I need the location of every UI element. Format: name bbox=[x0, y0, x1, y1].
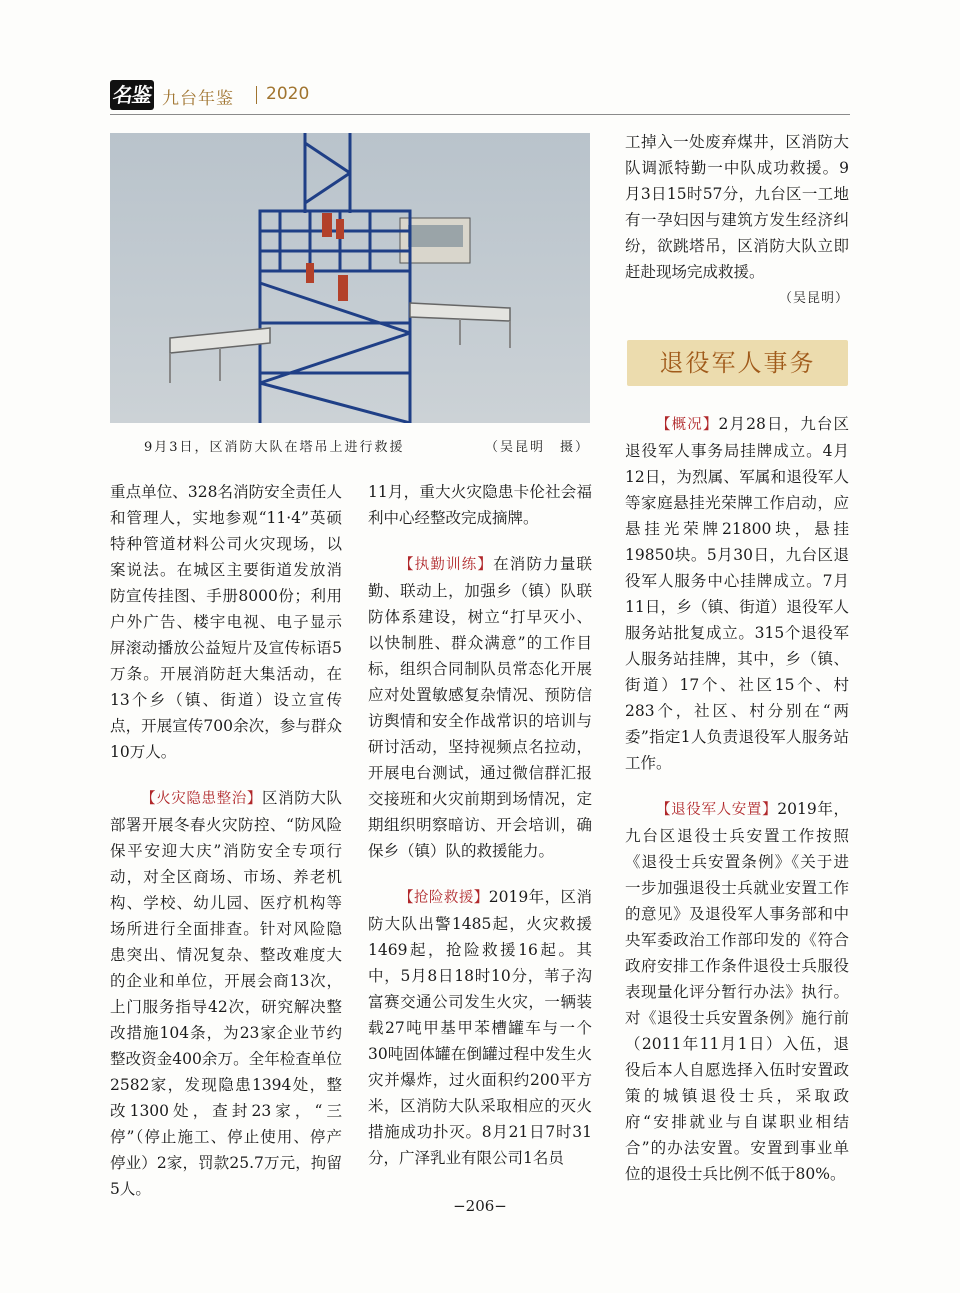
tower-crane-rescue-photo bbox=[110, 133, 590, 423]
caption-text: 9月3日，区消防大队在塔吊上进行救援 bbox=[144, 440, 405, 455]
tag-overview: 【概况】 bbox=[656, 417, 719, 433]
paragraph-fire-hazard: 【火灾隐患整治】区消防大队部署开展冬春火灾防控、“防风险保平安迎大庆”消防安全专项行动，对全区商场、市场、养老机构、学校、幼儿园、医疗机构等场所进行全面排查。针对风险隐患突出、情况复杂、整改难度大的企业和单位，开展会商13次，上门服务指导42次，研究解决整改措施104条，为23家企业节约整改资金400余万。全年检查单位2582家，发现隐患1394处，整改1300处，查封23家，“三停”（停止施工、停止使用、停产停业）2家，罚款25.7万元，拘留5人。 bbox=[110, 789, 342, 1198]
paragraph-rescue-continued: 工掉入一处废弃煤井，区消防大队调派特勤一中队成功救援。9月3日15时57分，九台区一工地有一孕妇因与建筑方发生经济纠纷，欲跳塔吊，区消防大队立即赶赴现场完成救援。 bbox=[625, 133, 849, 281]
column-2 bbox=[368, 479, 592, 1171]
crane-illustration bbox=[110, 133, 590, 423]
paragraph-overview: 【概况】2月28日，九台区退役军人事务局挂牌成立。4月12日，为烈属、军属和退役军人等家庭悬挂光荣牌工作启动，应悬挂光荣牌21800块，悬挂19850块。5月30日，九台区退役军人服务中心挂牌成立。7月11日，乡（镇、街道）退役军人服务站批复成立。315个退役军人服务站挂牌，其中，乡（镇、街道）17个、社区15个、村283个，社区、村分别在“两委”指定1人负责退役军人服务站工作。 bbox=[625, 415, 849, 772]
paragraph-fire-publicity: 重点单位、328名消防安全责任人和管理人，实地参观“11·4”英硕特种管道材料公司火灾现场，以案说法。在城区主要街道发放消防宣传挂图、手册8000份；利用户外广告、楼宇电视、电子显示屏滚动播放公益短片及宣传标语5万条。开展消防赶大集活动，在13个乡（镇、街道）设立宣传点，开展宣传700余次，参与群众10万人。 bbox=[110, 483, 342, 761]
running-title: 九台年鉴 bbox=[162, 89, 234, 109]
tag-fire-hazard: 【火灾隐患整治】 bbox=[141, 791, 262, 807]
tag-duty-training: 【执勤训练】 bbox=[399, 557, 494, 573]
paragraph-veteran-placement: 【退役军人安置】2019年，九台区退役士兵安置工作按照《退役士兵安置条例》《关于进一步加强退役士兵就业安置工作的意见》及退役军人事务部和中央军委政治工作部印发的《符合政府安排工作条件退役士兵服役表现量化评分暂行办法》执行。对《退役士兵安置条例》施行前（2011年11月1日）入伍，退役后本人自愿选择入伍时安置政策的城镇退役士兵，采取政府“安排就业与自谋职业相结合”的办法安置。安置到事业单位的退役士兵比例不低于80%。 bbox=[625, 800, 850, 1183]
author-credit: （吴昆明） bbox=[778, 291, 849, 306]
column-3-top bbox=[625, 129, 849, 311]
running-year: 2020 bbox=[266, 84, 310, 104]
photo-credit: （吴昆明 摄） bbox=[485, 440, 591, 455]
column-1 bbox=[110, 479, 342, 1202]
header-rule bbox=[110, 114, 850, 115]
yearbook-logo: 名鉴 bbox=[110, 80, 154, 110]
paragraph-rescue: 【抢险救援】2019年，区消防大队出警1485起，火灾救援1469起，抢险救援16起。其中，5月8日18时10分，苇子沟富赛交通公司发生火灾，一辆装载27吨甲基甲苯槽罐车与一个30吨固体罐在倒罐过程中发生火灾并爆炸，过火面积约200平方米，区消防大队采取相应的灭火措施成功扑灭。8月21日7时31分，广泽乳业有限公司1名员 bbox=[368, 888, 592, 1167]
paragraph-duty-training: 【执勤训练】在消防力量联勤、联动上，加强乡（镇）队联防体系建设，树立“打早灭小、以快制胜、群众满意”的工作目标，组织合同制队员常态化开展应对处置敏感复杂情况、预防信访舆情和安全作战常识的培训与研讨活动，坚持视频点名拉动，开展电台测试，通过微信群汇报交接班和火灾前期到场情况，定期组织明察暗访、开会培训，确保乡（镇）队的救援能力。 bbox=[368, 555, 592, 860]
paragraph-hazard-delisted: 11月，重大火灾隐患卡伦社会福利中心经整改完成摘牌。 bbox=[368, 483, 592, 527]
photo-caption bbox=[110, 436, 590, 458]
tag-rescue: 【抢险救援】 bbox=[399, 890, 489, 906]
header-divider bbox=[256, 86, 257, 104]
tag-veteran-placement: 【退役军人安置】 bbox=[656, 802, 778, 818]
column-3-bottom bbox=[625, 411, 849, 1187]
page-header bbox=[110, 80, 850, 116]
page-number: −206− bbox=[453, 1197, 507, 1215]
section-title-veterans-affairs: 退役军人事务 bbox=[627, 340, 848, 386]
